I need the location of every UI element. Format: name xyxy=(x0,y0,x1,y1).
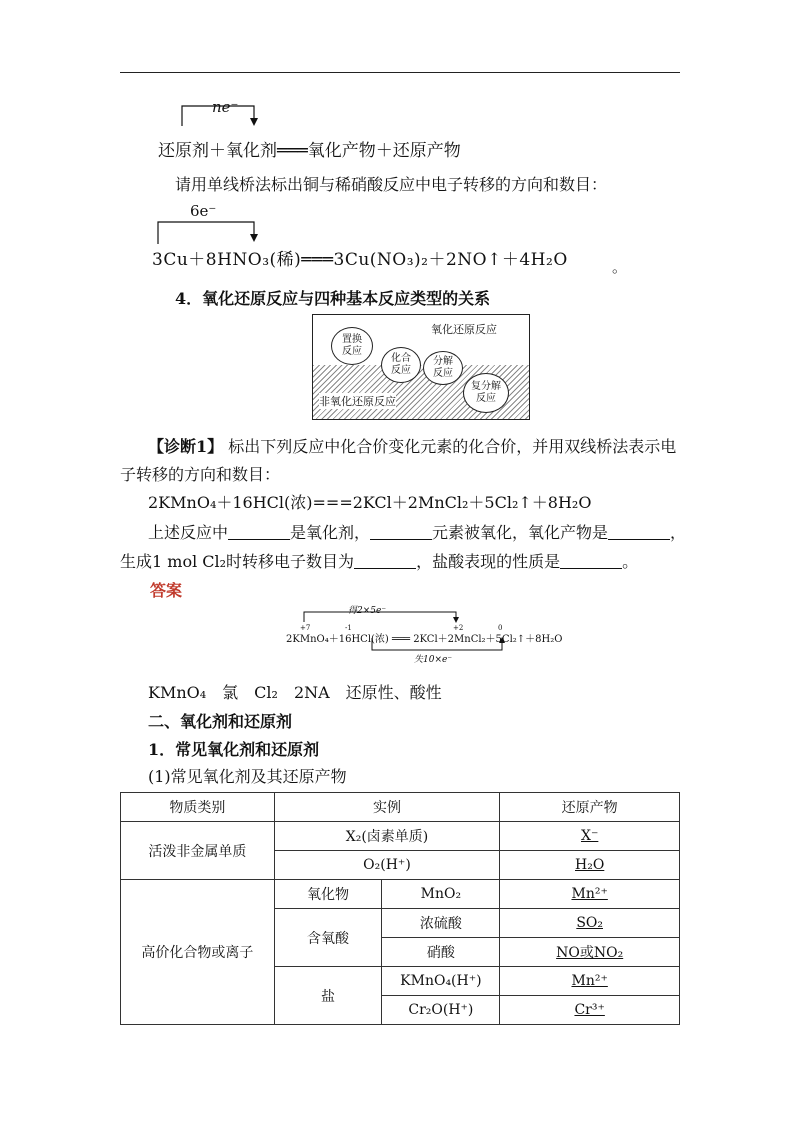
period: 。 xyxy=(612,258,628,276)
section2-heading: 二、氧化剂和还原剂 xyxy=(148,712,293,731)
non-redox-label: 非氧化还原反应 xyxy=(319,395,396,408)
displacement-oval: 置换 反应 xyxy=(331,327,373,365)
double-decomposition-oval: 复分解 反应 xyxy=(463,373,509,413)
decomposition-oval: 分解 反应 xyxy=(423,351,463,385)
answer-label: 答案 xyxy=(150,581,183,600)
diagnosis-line1: 【诊断1】 标出下列反应中化合价变化元素的化合价，并用双线桥法表示电 xyxy=(148,437,677,456)
gain-label: 得2×5e⁻ xyxy=(348,606,387,616)
combination-oval: 化合 反应 xyxy=(381,347,421,383)
table-row: 高价化合物或离子 氧化物 MnO₂ Mn²⁺ xyxy=(121,880,680,909)
table-row: 盐 KMnO₄(H⁺) Mn²⁺ xyxy=(121,967,680,996)
redox-relation: 还原剂＋氧化剂═══氧化产物＋还原产物 xyxy=(158,141,461,161)
redox-types-diagram xyxy=(312,314,530,420)
cu-hno3-equation: 3Cu＋8HNO₃(稀)═══3Cu(NO₃)₂＋2NO↑＋4H₂O xyxy=(152,250,568,270)
ox-state-mn7: +7 xyxy=(300,624,311,632)
top-rule xyxy=(120,72,680,73)
category-nonmetal: 活泼非金属单质 xyxy=(121,822,275,880)
ox-state-cl0: 0 xyxy=(498,624,503,632)
answer-values: KMnO₄ 氯 Cl₂ 2NA 还原性、酸性 xyxy=(148,683,442,702)
table-row: 硝酸 NO或NO₂ xyxy=(121,938,680,967)
subsection1-heading: 1．常见氧化剂和还原剂 xyxy=(148,740,320,759)
question-line2: 生成1 mol Cl₂时转移电子数目为 ，盐酸表现的性质是 。 xyxy=(120,552,639,571)
question-line1: 上述反应中 是氧化剂， 元素被氧化，氧化产物是 ， xyxy=(148,523,687,542)
answer-equation: 2KMnO₄＋16HCl(浓) ═══ 2KCl＋2MnCl₂＋5Cl₂↑＋8H₂O xyxy=(286,634,563,645)
oxidant-table xyxy=(120,792,680,1025)
instruction-text: 请用单线桥法标出铜与稀硝酸反应中电子转移的方向和数目： xyxy=(175,175,608,194)
section4-heading: 4．氧化还原反应与四种基本反应类型的关系 xyxy=(175,289,491,308)
redox-label: 氧化还原反应 xyxy=(431,323,497,336)
table-row: 活泼非金属单质 X₂(卤素单质) X⁻ xyxy=(121,822,680,851)
ne-label: ne⁻ xyxy=(212,98,239,116)
header-product: 还原产物 xyxy=(500,793,680,822)
ox-state-cl-1: -1 xyxy=(345,624,352,632)
header-example: 实例 xyxy=(274,793,500,822)
bridge-arrow-ne xyxy=(150,96,270,136)
table-header-row xyxy=(121,793,680,822)
category-high-valence: 高价化合物或离子 xyxy=(121,880,275,1025)
header-category: 物质类别 xyxy=(121,793,275,822)
kmno4-equation: 2KMnO₄＋16HCl(浓)===2KCl＋2MnCl₂＋5Cl₂↑＋8H₂O xyxy=(148,493,592,512)
6e-label: 6e⁻ xyxy=(190,202,217,220)
subsection1a-heading: (1)常见氧化剂及其还原产物 xyxy=(148,767,347,786)
table-row: O₂(H⁺) H₂O xyxy=(121,851,680,880)
ox-state-mn2: +2 xyxy=(453,624,464,632)
table-row: 含氧酸 浓硫酸 SO₂ xyxy=(121,909,680,938)
table-row: Cr₂O(H⁺) Cr³⁺ xyxy=(121,996,680,1025)
diagnosis-line2: 子转移的方向和数目： xyxy=(120,465,281,484)
lose-label: 失10×e⁻ xyxy=(414,655,453,665)
